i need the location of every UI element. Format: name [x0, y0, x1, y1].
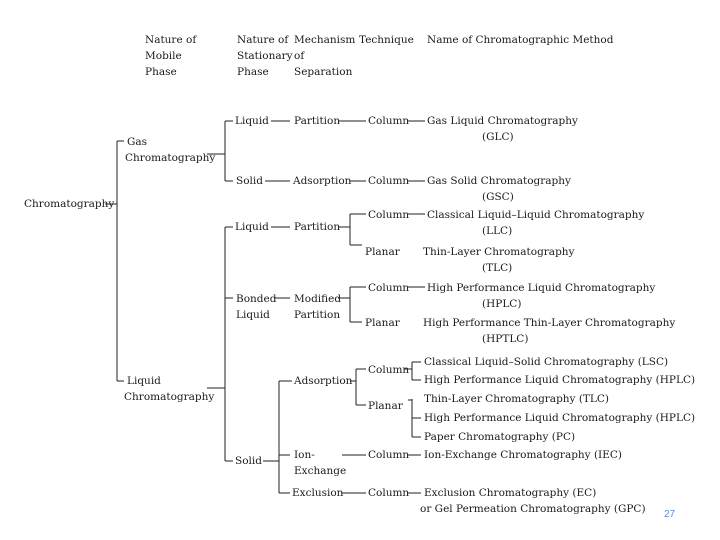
- method-tlc-abbr: (TLC): [482, 262, 513, 274]
- method-llc-abbr: (LLC): [482, 225, 513, 237]
- method-gsc: Gas Solid Chromatography: [427, 175, 571, 187]
- mechanism-exclusion: Exclusion: [292, 487, 344, 499]
- header-stationary-2: Stationary: [237, 50, 293, 62]
- technique-column-adsorption: Column: [368, 364, 410, 376]
- method-tlc-adsorption: Thin-Layer Chromatography (TLC): [424, 393, 610, 405]
- mechanism-ion-exchange-2: Exchange: [294, 465, 347, 477]
- technique-column-glc: Column: [368, 115, 410, 127]
- header-mobile-1: Nature of: [145, 34, 197, 46]
- mechanism-ion-exchange-1: Ion-: [294, 449, 315, 461]
- technique-planar-adsorption: Planar: [368, 400, 403, 412]
- method-glc-abbr: (GLC): [482, 131, 514, 143]
- method-hptlc: High Performance Thin-Layer Chromatography: [423, 317, 676, 329]
- mechanism-adsorption-gas: Adsorption: [293, 175, 352, 187]
- header-stationary-3: Phase: [237, 66, 269, 78]
- technique-column-hplc: Column: [368, 282, 410, 294]
- stationary-bonded-2: Liquid: [236, 309, 270, 321]
- mechanism-partition-gas: Partition: [294, 115, 341, 127]
- method-lsc: Classical Liquid–Solid Chromatography (LSC): [424, 356, 669, 368]
- header-mechanism-3: Separation: [294, 66, 353, 78]
- technique-column-llc: Column: [368, 209, 410, 221]
- technique-column-exclusion: Column: [368, 487, 410, 499]
- mechanism-partition-liquid: Partition: [294, 221, 341, 233]
- technique-planar-hptlc: Planar: [365, 317, 400, 329]
- method-pc: Paper Chromatography (PC): [424, 431, 576, 443]
- technique-column-gsc: Column: [368, 175, 410, 187]
- header-mechanism-1: Mechanism: [294, 34, 356, 46]
- mobile-phase-liquid-1: Liquid: [127, 375, 161, 387]
- header-method: Name of Chromatographic Method: [427, 34, 614, 46]
- stationary-liquid-solid: Solid: [235, 455, 262, 467]
- method-hplc-planar: High Performance Liquid Chromatography (HPLC): [424, 412, 696, 424]
- root-node: Chromatography: [24, 198, 115, 210]
- mechanism-modified-partition-1: Modified: [294, 293, 342, 305]
- technique-column-iec: Column: [368, 449, 410, 461]
- mobile-phase-gas-2: Chromatography: [125, 152, 216, 164]
- stationary-liquid-liquid: Liquid: [235, 221, 269, 233]
- technique-planar-tlc: Planar: [365, 246, 400, 258]
- header-stationary-1: Nature of: [237, 34, 289, 46]
- method-glc: Gas Liquid Chromatography: [427, 115, 578, 127]
- mobile-phase-liquid-2: Chromatography: [124, 391, 215, 403]
- header-mechanism-2: of: [294, 50, 305, 62]
- mechanism-adsorption-liquid: Adsorption: [294, 375, 353, 387]
- header-technique: Technique: [359, 34, 414, 46]
- method-hptlc-abbr: (HPTLC): [482, 333, 529, 345]
- stationary-bonded-1: Bonded: [236, 293, 277, 305]
- method-gsc-abbr: (GSC): [482, 191, 514, 203]
- column-headers: [145, 34, 614, 78]
- method-tlc: Thin-Layer Chromatography: [423, 246, 575, 258]
- mechanism-modified-partition-2: Partition: [294, 309, 341, 321]
- stationary-gas-liquid: Liquid: [235, 115, 269, 127]
- method-hplc: High Performance Liquid Chromatography: [427, 282, 656, 294]
- method-iec: Ion-Exchange Chromatography (IEC): [424, 449, 622, 461]
- stationary-gas-solid: Solid: [236, 175, 263, 187]
- method-hplc-abbr: (HPLC): [482, 298, 522, 310]
- page-number: 27: [664, 509, 676, 520]
- method-hplc-adsorption: High Performance Liquid Chromatography (HPLC): [424, 374, 696, 386]
- header-mobile-2: Mobile: [145, 50, 182, 62]
- header-mobile-3: Phase: [145, 66, 177, 78]
- method-llc: Classical Liquid–Liquid Chromatography: [427, 209, 645, 221]
- method-gpc: or Gel Permeation Chromatography (GPC): [420, 503, 646, 515]
- method-ec: Exclusion Chromatography (EC): [424, 487, 597, 499]
- mobile-phase-gas-1: Gas: [127, 136, 148, 148]
